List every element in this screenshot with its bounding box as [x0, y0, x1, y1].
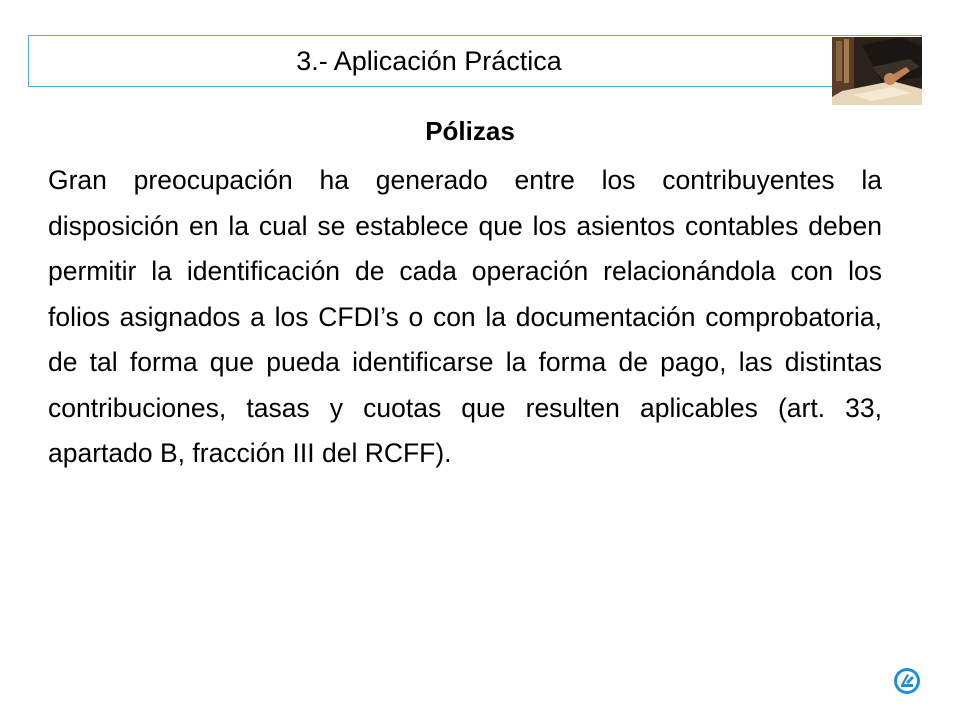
slide-subtitle: Pólizas [425, 116, 515, 146]
legal-photo-icon [832, 37, 922, 105]
slide-title: 3.- Aplicación Práctica [296, 46, 562, 76]
body-paragraph: Gran preocupación ha generado entre los contribuyentes la disposición en la cual se establece que los asientos contables deben permitir la identificación de cada operación relacionándola con los folios asignados a los CFDI’s o con la documentación comprobatoria, de tal forma que pueda identificarse la forma de pago, las distintas contribuciones, tasas y cuotas que resulten aplicables (art. 33, apartado B, fracción III del RCFF). [48, 165, 882, 468]
brand-logo-icon [893, 667, 921, 695]
title-box [28, 35, 922, 87]
